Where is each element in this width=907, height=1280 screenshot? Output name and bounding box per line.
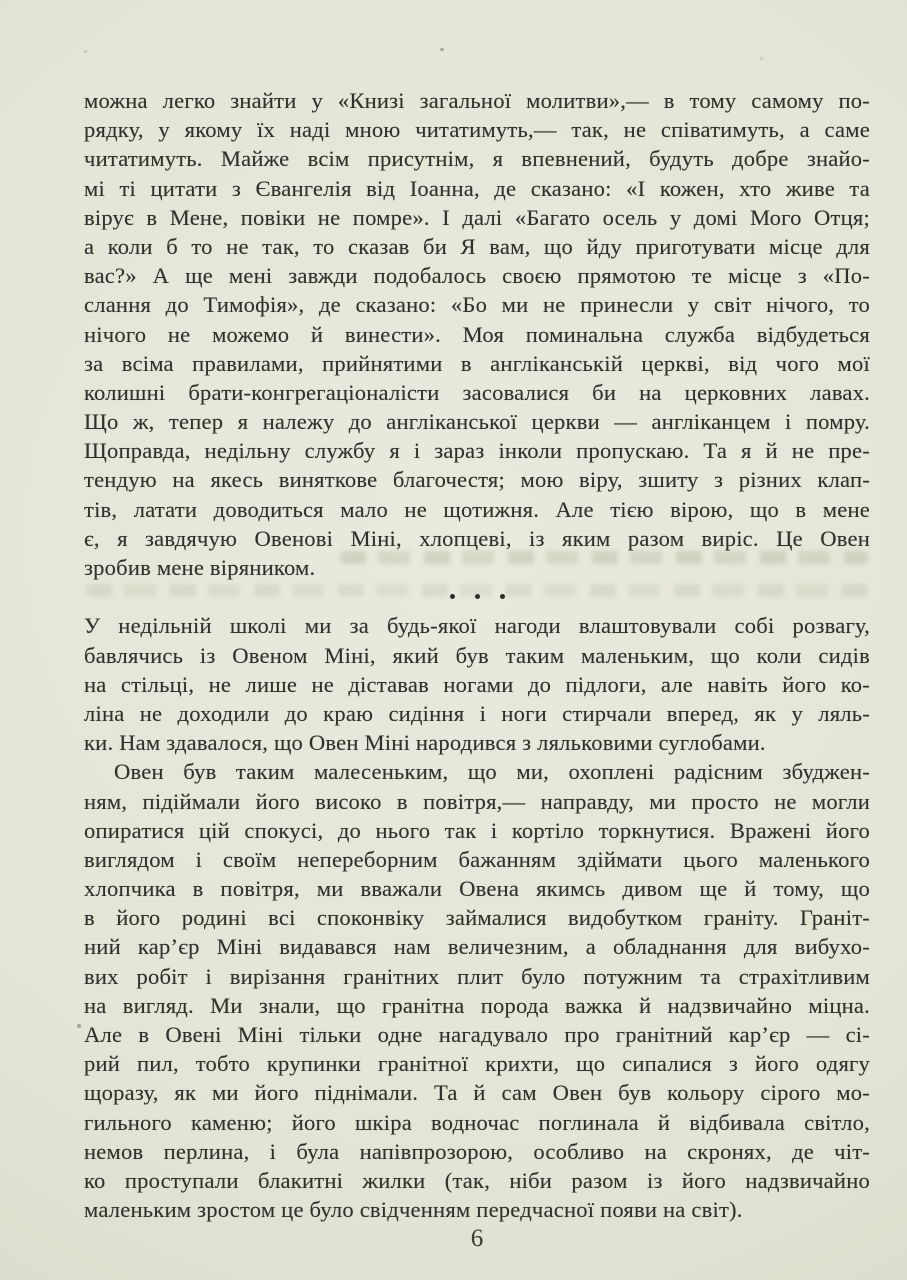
- paragraph-2: [84, 611, 870, 757]
- text-line: вас?» А ще мені завжди подобалось своєю прямотою те місце з «По-: [84, 263, 870, 289]
- text-block: [84, 86, 870, 1224]
- text-line: слання до Тимофія», де сказано: «Бо ми не принесли у світ нічого, то: [84, 292, 870, 318]
- text-line: зробив мене віряником.: [84, 555, 316, 580]
- text-line: є, я завдячую Овенові Міні, хлопцеві, із яким разом виріс. Це Овен: [84, 525, 870, 551]
- text-line: ний кар’єр Міні видавався нам величезним, а обладнання для вибухо-: [84, 934, 870, 960]
- text-line: хлопчика в повітря, ми вважали Овена якимсь дивом ще й тому, що: [84, 876, 870, 902]
- text-line: маленьким зростом це було свідченням передчасної появи на світ).: [84, 1197, 743, 1223]
- page-number: 6: [470, 1225, 484, 1252]
- paper-speck: [440, 48, 444, 51]
- text-line: в його родині всі споконвіку займалися видобутком граніту. Граніт-: [84, 905, 870, 931]
- text-line: за всіма правилами, прийнятими в англіканській церкві, від чого мої: [84, 350, 870, 376]
- text-line: бавлячись із Овеном Міні, який був таким маленьким, що коли сидів: [84, 642, 870, 668]
- text-line: а коли б то не так, то сказав би Я вам, що йду приготувати місце для: [84, 233, 870, 259]
- text-line: нічого не можемо й винести». Моя поминальна служба відбудеться: [84, 321, 870, 347]
- text-line: гильного каменю; його шкіра водночас поглинала й відбивала світло,: [84, 1109, 870, 1135]
- paper-speck: [760, 57, 763, 60]
- text-line: на вигляд. Ми знали, що гранітна порода важка й надзвичайно міцна.: [84, 992, 870, 1018]
- paper-speck: [77, 1024, 81, 1028]
- text-line: ням, підіймали його високо в повітря,— направду, ми просто не могли: [84, 788, 870, 814]
- paragraph-1: [84, 86, 870, 582]
- text-line: вих робіт і вирізання гранітних плит було потужним та страхітливим: [84, 963, 870, 989]
- text-line: вірує в Мене, повіки не помре». І далі «Багато осель у домі Мого Отця;: [84, 204, 870, 230]
- text-line: рядку, у якому їх наді мною читатимуть,— так, не співатимуть, а саме: [84, 117, 870, 143]
- text-line: немов перлина, і була напівпрозорою, особливо на скронях, де чіт-: [84, 1138, 870, 1164]
- paper-speck: [84, 50, 87, 53]
- text-line: можна легко знайти у «Книзі загальної молитви»,— в тому самому по-: [84, 88, 870, 113]
- section-separator-dots: [84, 582, 870, 611]
- separator-dot: [500, 594, 505, 599]
- text-line: ліна не доходили до краю сидіння і ноги стирчали вперед, як у ляль-: [84, 700, 870, 726]
- text-line: на стільці, не лише не діставав ногами до підлоги, але навіть його ко-: [84, 671, 870, 697]
- text-line: колишні брати-конгрегаціоналісти засовалися би на церковних лавах.: [84, 379, 870, 405]
- text-line: виглядом і своїм непереборним бажанням здіймати цього маленького: [84, 846, 870, 872]
- text-line: щоразу, як ми його піднімали. Та й сам Овен був кольору сірого мо-: [84, 1080, 870, 1106]
- text-line: Щоправда, недільну службу я і зараз інколи пропускаю. Та я й не пре-: [84, 438, 870, 464]
- text-line: рий пил, тобто крупинки гранітної крихти, що сипалися з його одягу: [84, 1051, 870, 1077]
- text-line: мі ті цитати з Євангелія від Іоанна, де сказано: «І кожен, хто живе та: [84, 175, 870, 201]
- paragraph-3: [84, 757, 870, 1224]
- separator-dot: [450, 594, 455, 599]
- text-line: Що ж, тепер я належу до англіканської церкви — англіканцем і помру.: [84, 409, 870, 435]
- text-line: ки. Нам здавалося, що Овен Міні народився з ляльковими суглобами.: [84, 730, 766, 756]
- text-line: тендую на якесь виняткове благочестя; мою віру, зшиту з різних клап-: [84, 467, 870, 493]
- text-line: тів, латати доводиться мало не щотижня. Але тією вірою, що в мене: [84, 496, 870, 522]
- text-line: читатимуть. Майже всім присутнім, я впевнений, будуть добре знайо-: [84, 146, 870, 172]
- text-line: Але в Овені Міні тільки одне нагадувало про гранітний кар’єр — сі-: [84, 1022, 870, 1047]
- text-line: У недільній школі ми за будь-якої нагоди влаштовували собі розвагу,: [84, 613, 870, 639]
- separator-dot: [475, 594, 480, 599]
- text-line: опиратися цій спокусі, до нього так і кортіло торкнутися. Вражені його: [84, 817, 870, 843]
- text-line: Овен був таким малесеньким, що ми, охоплені радісним збуджен-: [114, 759, 870, 785]
- text-line: ко проступали блакитні жилки (так, ніби разом із його надзвичайно: [84, 1167, 870, 1193]
